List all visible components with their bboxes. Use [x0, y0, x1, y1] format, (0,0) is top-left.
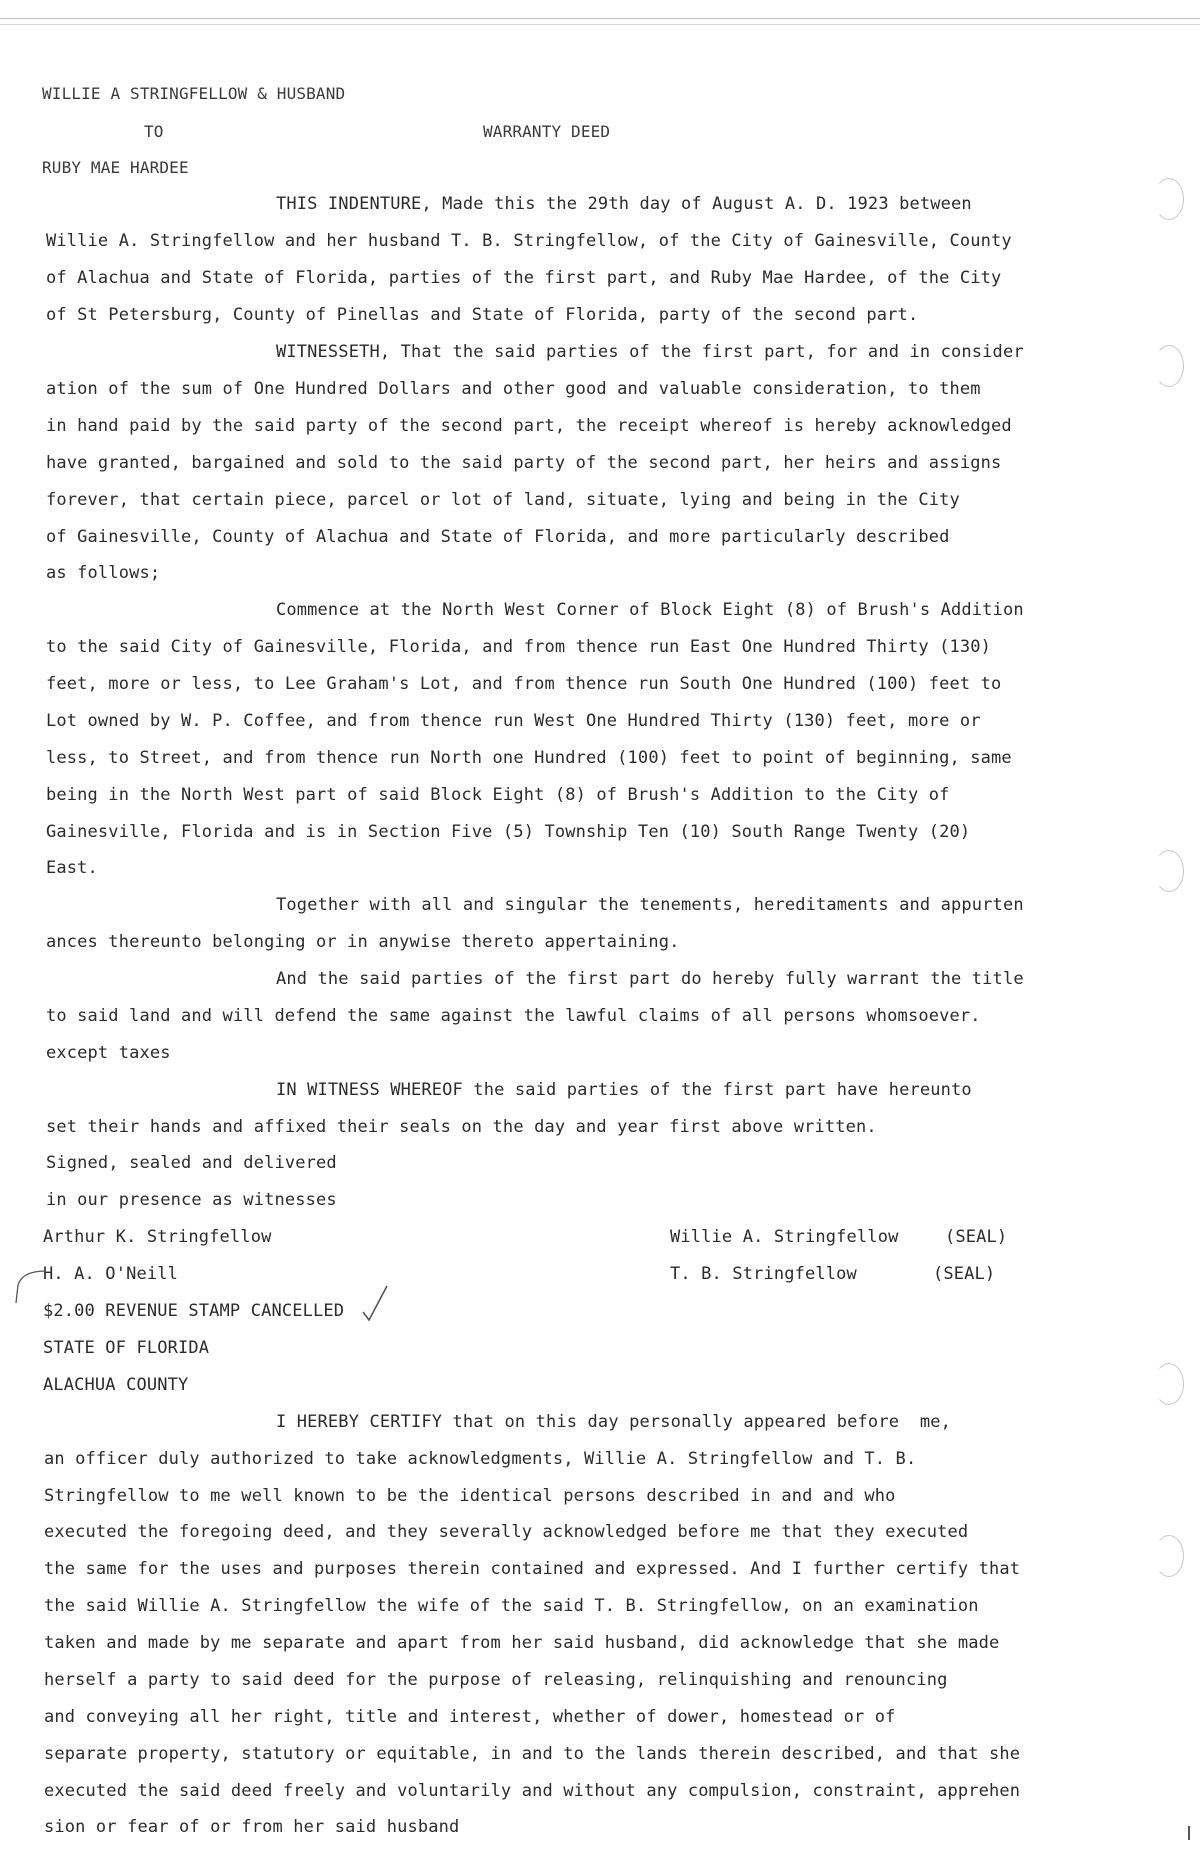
body-line: ation of the sum of One Hundred Dollars and other good and valuable consideration, to them	[46, 379, 981, 399]
body-line: of Alachua and State of Florida, parties of the first part, and Ruby Mae Hardee, of the City	[46, 268, 1002, 288]
seal-mark: (SEAL)	[933, 1264, 996, 1284]
top-rule	[0, 18, 1200, 19]
body-line: WITNESSETH, That the said parties of the first part, for and in consider	[276, 342, 1024, 362]
grantee-heading: RUBY MAE HARDEE	[42, 158, 189, 177]
margin-bracket-mark	[8, 1265, 48, 1305]
seal-mark: (SEAL)	[945, 1227, 1008, 1247]
punch-hole-mark	[1154, 850, 1184, 892]
certificate-line: an officer duly authorized to take acknowledgments, Willie A. Stringfellow and T. B.	[44, 1449, 917, 1469]
document-type-heading: WARRANTY DEED	[483, 122, 611, 141]
punch-hole-mark	[1154, 345, 1184, 387]
body-line: forever, that certain piece, parcel or lot of land, situate, lying and being in the City	[46, 490, 960, 510]
body-line: of St Petersburg, County of Pinellas and State of Florida, party of the second part.	[46, 305, 919, 325]
body-line: to the said City of Gainesville, Florida, and from thence run East One Hundred Thirty (130)	[46, 637, 992, 657]
certificate-line: taken and made by me separate and apart from her said husband, did acknowledge that she made	[44, 1633, 1000, 1653]
venue-county: ALACHUA COUNTY	[43, 1375, 189, 1395]
to-heading: TO	[144, 122, 164, 141]
signatory-name: Willie A. Stringfellow	[670, 1227, 899, 1247]
edge-tick-mark	[1188, 1826, 1190, 1840]
certificate-line: executed the said deed freely and voluntarily and without any compulsion, constraint, apprehen	[44, 1781, 1021, 1801]
body-line: Lot owned by W. P. Coffee, and from thence run West One Hundred Thirty (130) feet, more or	[46, 711, 981, 731]
body-line: Gainesville, Florida and is in Section Five (5) Township Ten (10) South Range Twenty (20)	[46, 822, 971, 842]
body-line: have granted, bargained and sold to the said party of the second part, her heirs and assigns	[46, 453, 1002, 473]
body-line: in hand paid by the said party of the second part, the receipt whereof is hereby acknowledged	[46, 416, 1012, 436]
body-line: Commence at the North West Corner of Block Eight (8) of Brush's Addition	[276, 600, 1024, 620]
witness-name: Arthur K. Stringfellow	[43, 1227, 272, 1247]
body-line: to said land and will defend the same against the lawful claims of all persons whomsoever.	[46, 1006, 981, 1026]
signatory-name: T. B. Stringfellow	[670, 1264, 857, 1284]
venue-state: STATE OF FLORIDA	[43, 1338, 210, 1358]
punch-hole-mark	[1154, 1363, 1184, 1405]
body-line: of Gainesville, County of Alachua and State of Florida, and more particularly described	[46, 527, 950, 547]
body-line: Willie A. Stringfellow and her husband T. B. Stringfellow, of the City of Gainesville, County	[46, 231, 1012, 251]
body-line: Together with all and singular the tenements, hereditaments and appurten	[276, 895, 1024, 915]
punch-hole-mark	[1154, 1535, 1184, 1577]
stamp-note: $2.00 REVENUE STAMP CANCELLED	[43, 1301, 345, 1321]
certificate-line: sion or fear of or from her said husband	[44, 1817, 460, 1837]
certificate-line: I HEREBY CERTIFY that on this day personally appeared before me,	[276, 1412, 952, 1432]
witness-name: H. A. O'Neill	[43, 1264, 179, 1284]
top-rule-2	[0, 24, 1200, 25]
body-line: as follows;	[46, 563, 161, 583]
body-line: THIS INDENTURE, Made this the 29th day of August A. D. 1923 between	[276, 194, 972, 214]
body-line: And the said parties of the first part do hereby fully warrant the title	[276, 969, 1024, 989]
certificate-line: the same for the uses and purposes therein contained and expressed. And I further certify that	[44, 1559, 1021, 1579]
certificate-line: herself a party to said deed for the purpose of releasing, relinquishing and renouncing	[44, 1670, 948, 1690]
body-line: Signed, sealed and delivered	[46, 1153, 337, 1173]
body-line: IN WITNESS WHEREOF the said parties of the first part have hereunto	[276, 1080, 972, 1100]
body-line: except taxes	[46, 1043, 171, 1063]
body-line: set their hands and affixed their seals on the day and year first above written.	[46, 1117, 877, 1137]
body-line: less, to Street, and from thence run North one Hundred (100) feet to point of beginning, same	[46, 748, 1012, 768]
body-line: in our presence as witnesses	[46, 1190, 337, 1210]
body-line: being in the North West part of said Block Eight (8) of Brush's Addition to the City of	[46, 785, 950, 805]
body-line: ances thereunto belonging or in anywise thereto appertaining.	[46, 932, 680, 952]
body-line: East.	[46, 858, 98, 878]
check-mark-icon	[360, 1282, 390, 1322]
certificate-line: separate property, statutory or equitable, in and to the lands therein described, and that she	[44, 1744, 1021, 1764]
certificate-line: the said Willie A. Stringfellow the wife of the said T. B. Stringfellow, on an examination	[44, 1596, 979, 1616]
grantor-heading: WILLIE A STRINGFELLOW & HUSBAND	[42, 84, 346, 103]
body-line: feet, more or less, to Lee Graham's Lot, and from thence run South One Hundred (100) feet to	[46, 674, 1002, 694]
certificate-line: Stringfellow to me well known to be the identical persons described in and and who	[44, 1486, 896, 1506]
certificate-line: and conveying all her right, title and interest, whether of dower, homestead or of	[44, 1707, 896, 1727]
punch-hole-mark	[1154, 178, 1184, 220]
certificate-line: executed the foregoing deed, and they severally acknowledged before me that they executed	[44, 1522, 969, 1542]
